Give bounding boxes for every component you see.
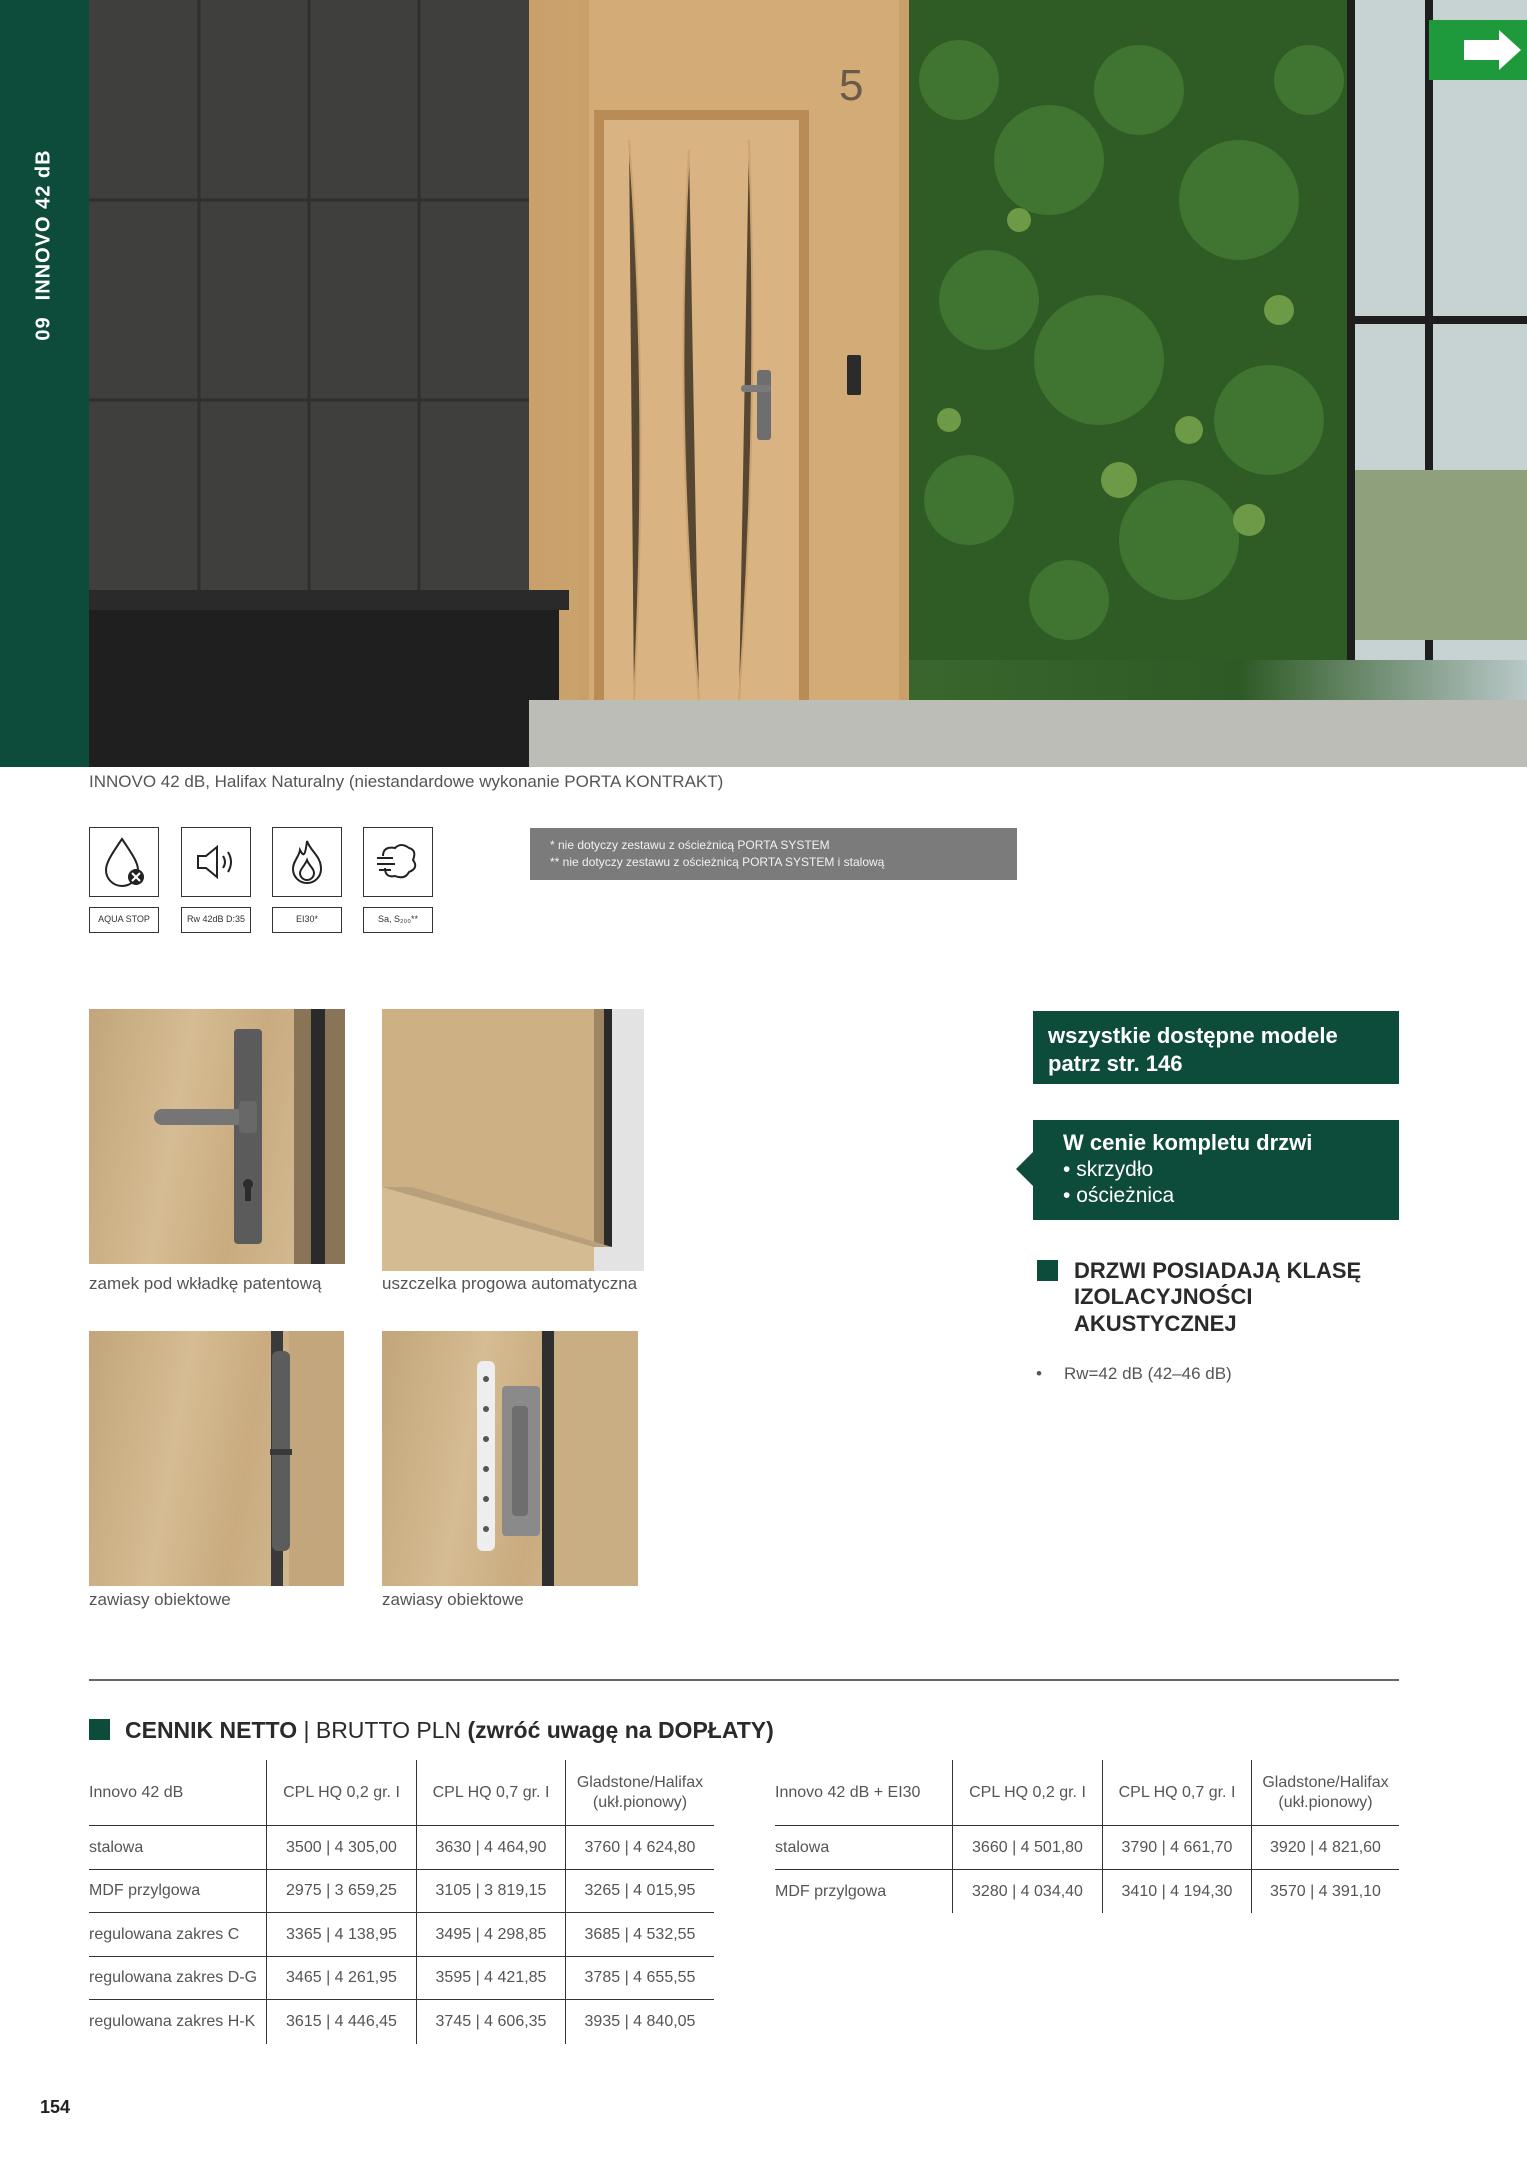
kit-item: • skrzydło <box>1063 1157 1154 1181</box>
smoke-icon <box>363 827 433 897</box>
acoustic-bullet: • Rw=42 dB (42–46 dB) <box>1036 1364 1232 1383</box>
all-models-box <box>1033 1011 1399 1084</box>
price-table-innovo <box>89 1760 714 2044</box>
table-row: stalowa 3660 | 4 501,80 3790 | 4 661,70 3920 | 4 821,60 <box>775 1826 1399 1870</box>
photo-lock-caption: zamek pod wkładkę patentową <box>89 1274 322 1293</box>
feature-acoustic: Rw 42dB D:35 <box>181 827 251 933</box>
footnote-box <box>530 828 1017 880</box>
water-drop-icon <box>89 827 159 897</box>
side-tab <box>0 0 89 767</box>
table-row: stalowa 3500 | 4 305,00 3630 | 4 464,90 3760 | 4 624,80 <box>89 1826 714 1870</box>
hero-image <box>89 0 1527 767</box>
hero-caption: INNOVO 42 dB, Halifax Naturalny (niestandardowe wykonanie PORTA KONTRAKT) <box>89 772 724 791</box>
feature-aqua-stop: AQUA STOP <box>89 827 159 933</box>
acoustic-title: DRZWI POSIADAJĄ KLASĘ IZOLACYJNOŚCI AKUSTYCZNEJ <box>1074 1258 1362 1336</box>
photo-threshold-seal <box>382 1009 644 1271</box>
photo-threshold-seal-caption: uszczelka progowa automatyczna <box>382 1274 638 1293</box>
photo-hinge-1-caption: zawiasy obiektowe <box>89 1590 231 1609</box>
kit-item: • ościeżnica <box>1063 1183 1175 1207</box>
sound-icon <box>181 827 251 897</box>
photo-hinge-1 <box>89 1331 344 1586</box>
table-header-row: Innovo 42 dB CPL HQ 0,2 gr. I CPL HQ 0,7 gr. I Gladstone/Halifax (ukł.pionowy) <box>89 1760 714 1826</box>
price-table-innovo-ei30 <box>775 1760 1399 1913</box>
table-header-row: Innovo 42 dB + EI30 CPL HQ 0,2 gr. I CPL HQ 0,7 gr. I Gladstone/Halifax (ukł.pionowy) <box>775 1760 1399 1826</box>
photo-hinge-2-caption: zawiasy obiektowe <box>382 1590 524 1609</box>
flame-icon <box>272 827 342 897</box>
section-title: INNOVO 42 dB <box>32 149 55 301</box>
footnote-1: * nie dotyczy zestawu z ościeżnicą PORTA SYSTEM <box>550 838 830 852</box>
all-models-line-2: patrz str. 146 <box>1048 1050 1183 1076</box>
table-row: regulowana zakres D-G 3465 | 4 261,95 3595 | 4 421,85 3785 | 4 655,55 <box>89 1957 714 2001</box>
hero-illustration <box>89 0 1527 767</box>
section-number: 09 <box>32 316 55 341</box>
page-number: 154 <box>40 2097 71 2117</box>
all-models-line-1: wszystkie dostępne modele <box>1048 1023 1338 1048</box>
section-divider <box>89 1679 1399 1681</box>
price-list-title: CENNIK NETTO | BRUTTO PLN (zwróć uwagę na DOPŁATY) <box>125 1717 774 1743</box>
photo-hinge-2 <box>382 1331 638 1586</box>
kit-box-arrow <box>1016 1152 1033 1186</box>
acoustic-square-marker <box>1037 1260 1058 1281</box>
feature-smoke: Sa, S₂₀₀** <box>363 827 433 933</box>
side-tab-label <box>33 149 56 340</box>
price-square-marker <box>89 1719 110 1740</box>
table-row: MDF przylgowa 2975 | 3 659,25 3105 | 3 819,15 3265 | 4 015,95 <box>89 1870 714 1914</box>
kit-title: W cenie kompletu drzwi <box>1063 1130 1313 1155</box>
feature-fire: EI30* <box>272 827 342 933</box>
table-row: MDF przylgowa 3280 | 4 034,40 3410 | 4 194,30 3570 | 4 391,10 <box>775 1870 1399 1914</box>
table-row: regulowana zakres C 3365 | 4 138,95 3495 | 4 298,85 3685 | 4 532,55 <box>89 1913 714 1957</box>
table-row: regulowana zakres H-K 3615 | 4 446,45 3745 | 4 606,35 3935 | 4 840,05 <box>89 2000 714 2044</box>
door-number: 5 <box>839 61 864 110</box>
kit-box <box>1033 1120 1399 1220</box>
photo-lock <box>89 1009 345 1264</box>
footnote-2: ** nie dotyczy zestawu z ościeżnicą PORTA SYSTEM i stalową <box>550 855 885 870</box>
